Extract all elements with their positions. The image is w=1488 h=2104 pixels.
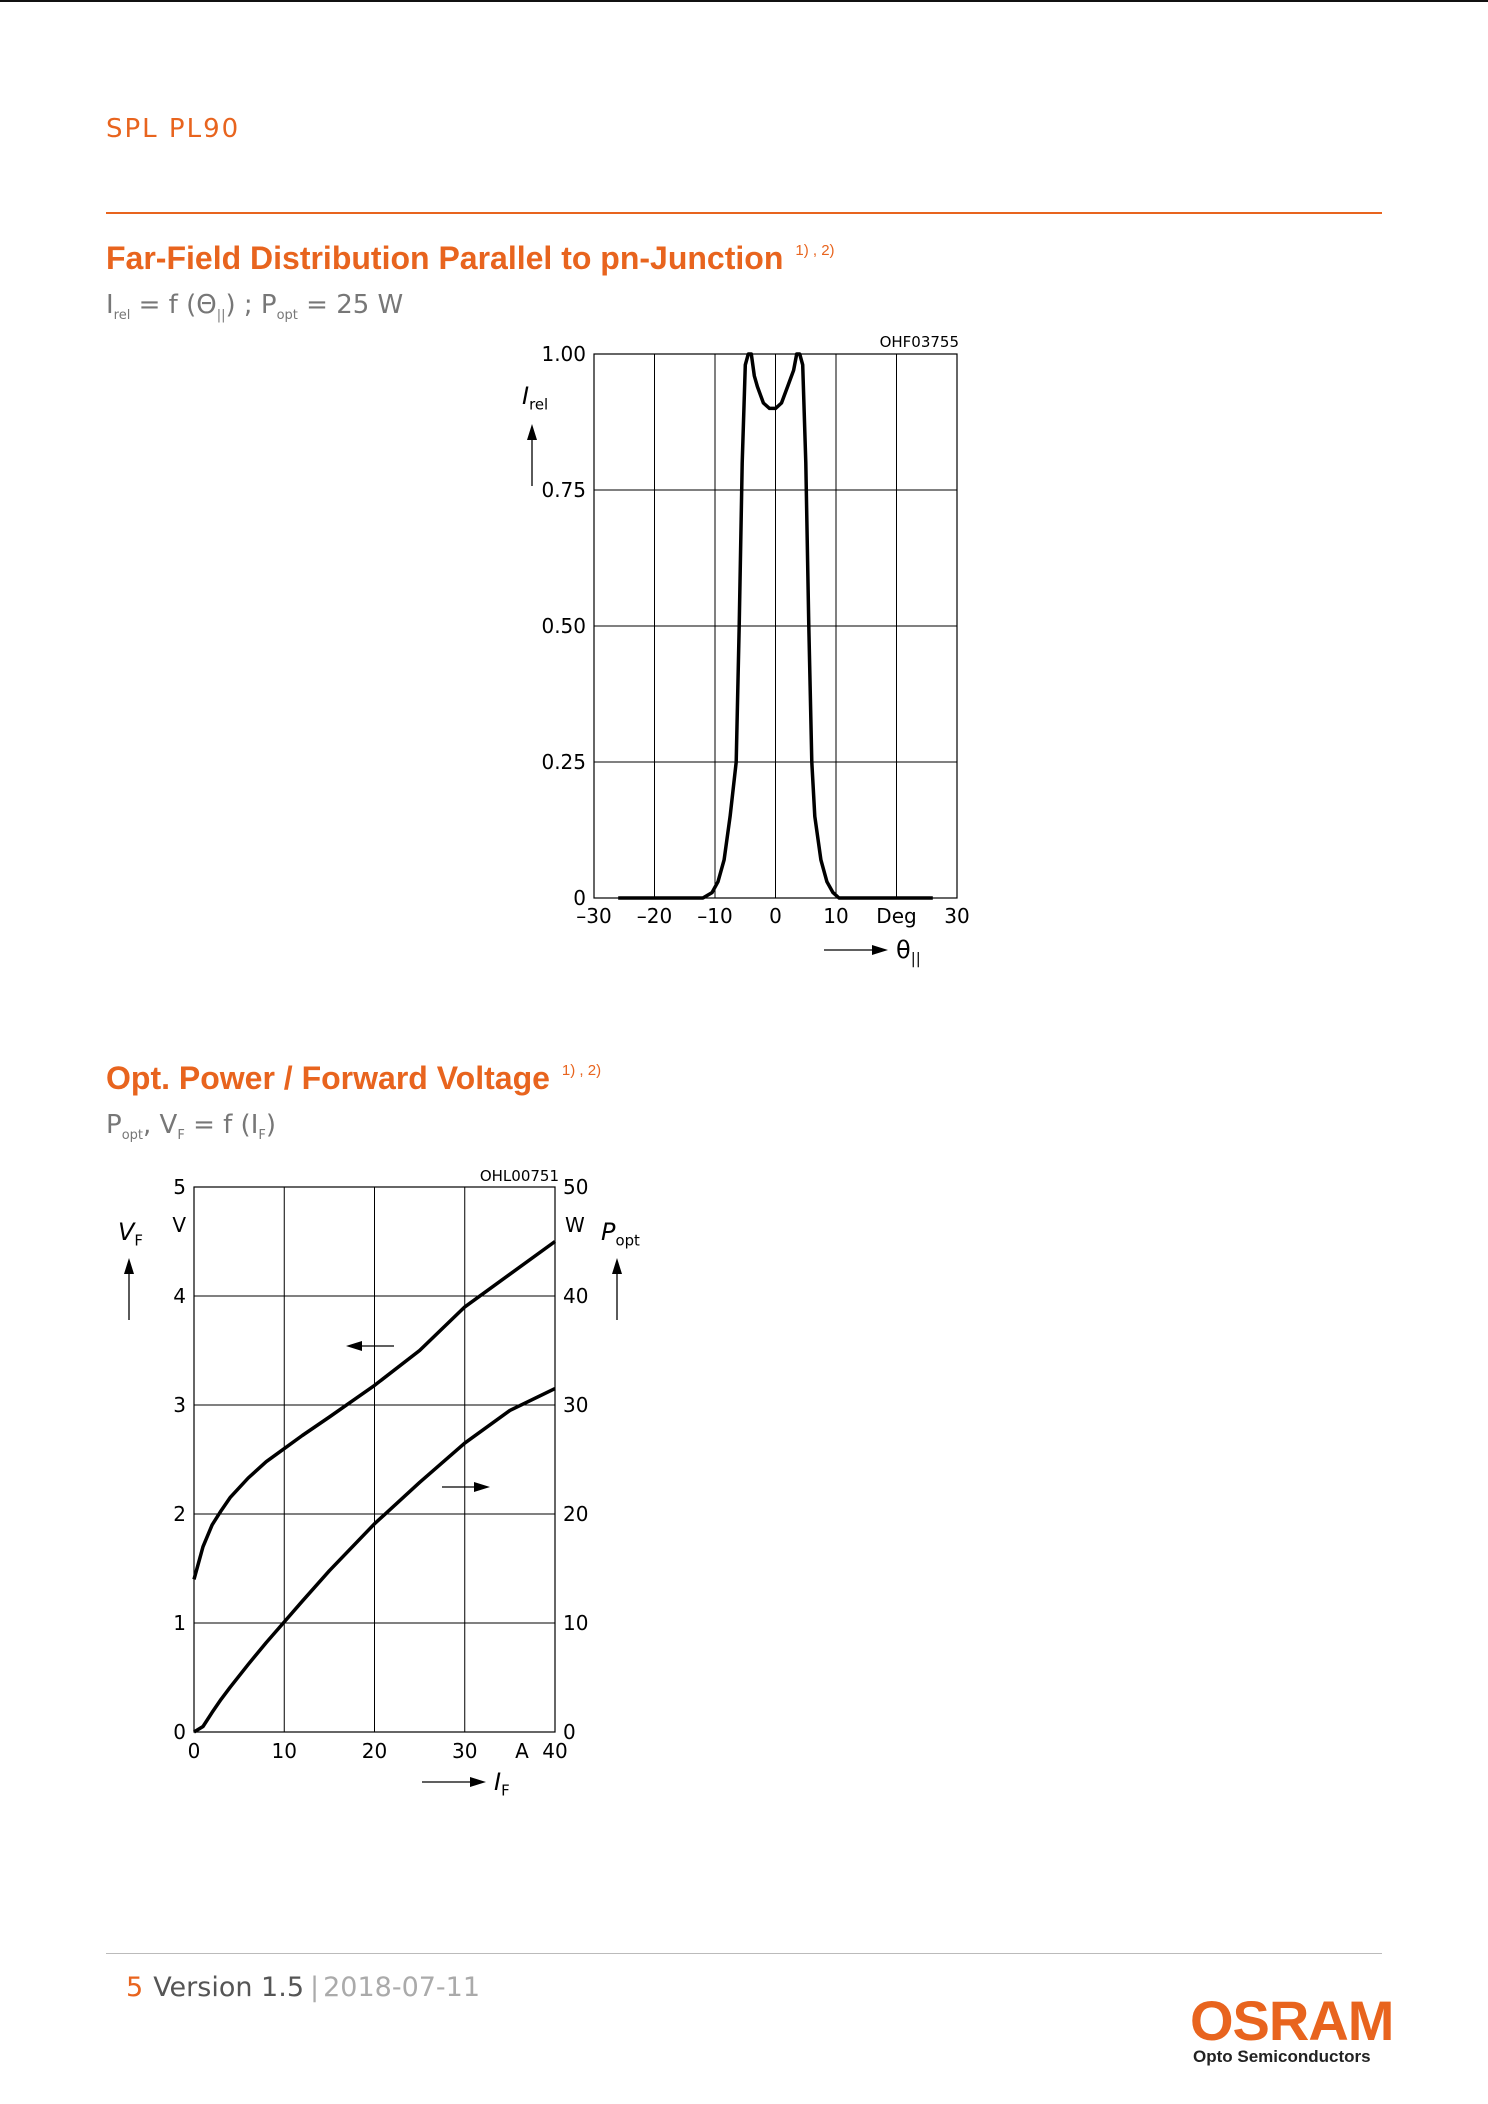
y-tick-label: 0: [573, 886, 586, 910]
version: Version 1.5: [153, 1972, 304, 2003]
footer-separator: |: [310, 1972, 320, 2003]
y-right-tick-label: 40: [563, 1284, 589, 1308]
y-tick-label: 0.50: [541, 614, 586, 638]
x-tick-label: 30: [944, 904, 970, 928]
formula-part: ) ; P: [225, 290, 277, 320]
y-tick-label: 0.75: [541, 478, 586, 502]
formula-sub: F: [258, 1128, 266, 1144]
y-left-tick-label: 0: [173, 1720, 186, 1744]
voltage-curve-indicator-head: [346, 1341, 362, 1351]
y-axis-arrow-head: [527, 424, 537, 440]
footer-divider: [106, 1953, 1382, 1954]
y-right-tick-label: 50: [563, 1175, 589, 1199]
x-tick-label: –20: [636, 904, 673, 928]
document-title: SPL PL90: [106, 114, 241, 144]
y-left-tick-label: 2: [173, 1502, 186, 1526]
release-date: 2018-07-11: [323, 1972, 481, 2003]
section2-formula: [106, 1110, 276, 1143]
section1-footnotes: 1) , 2): [795, 242, 835, 259]
formula-part: ): [265, 1110, 276, 1140]
y-right-tick-label: 0: [563, 1720, 576, 1744]
x-tick-label: 20: [361, 1739, 388, 1763]
x-tick-label: –30: [576, 904, 612, 928]
formula-part: , V: [143, 1110, 178, 1140]
formula-part: P: [106, 1110, 122, 1140]
section2-title: [106, 1060, 601, 1097]
x-unit-label: Deg: [876, 904, 917, 928]
formula-sub: F: [177, 1128, 185, 1144]
x-axis-label: $I_F$: [494, 1768, 510, 1800]
y-right-tick-label: 30: [563, 1393, 589, 1417]
formula-sub: opt: [276, 308, 298, 324]
y-right-unit: W: [565, 1213, 585, 1238]
far-field-chart: [0, 0, 1488, 1000]
y-left-tick-label: 4: [173, 1284, 186, 1308]
y-left-tick-label: 5: [173, 1175, 186, 1199]
page-number: 5: [126, 1972, 144, 2003]
x-tick-label: 0: [769, 904, 782, 928]
x-tick-label: 30: [452, 1739, 478, 1763]
y-left-tick-label: 3: [173, 1393, 186, 1417]
formula-sub: opt: [121, 1128, 143, 1144]
section1-title-text: Far-Field Distribution Parallel to pn-Junction: [106, 240, 784, 276]
x-tick-label: 10: [823, 904, 849, 928]
formula-part: = f (I: [184, 1110, 259, 1140]
chart-code: OHF03755: [879, 333, 959, 351]
y-right-tick-label: 20: [563, 1502, 589, 1526]
logo-subtitle: Opto Semiconductors: [1193, 2047, 1371, 2066]
osram-logo: OSRAM: [1190, 1989, 1394, 2052]
x-tick-label: 10: [271, 1739, 297, 1763]
y-left-tick-label: 1: [173, 1611, 186, 1635]
section2-title-text: Opt. Power / Forward Voltage: [106, 1060, 550, 1096]
formula-sub: ||: [216, 308, 226, 324]
power-curve-indicator-head: [474, 1482, 490, 1492]
section2-footnotes: 1) , 2): [561, 1062, 602, 1079]
y-left-axis-label: $V_F$: [118, 1218, 143, 1250]
x-axis-label: $\theta_{||}$: [896, 936, 921, 968]
y-tick-label: 0.25: [541, 750, 586, 774]
chart-code: OHL00751: [479, 1167, 559, 1185]
y-right-axis-arrow-head: [612, 1258, 622, 1274]
x-axis-arrow-head: [872, 945, 888, 955]
y-right-tick-label: 10: [563, 1611, 589, 1635]
formula-part: I: [106, 290, 114, 320]
y-tick-label: 1.00: [541, 342, 586, 366]
x-unit-label: A: [515, 1739, 529, 1763]
footer: [126, 1972, 480, 2003]
formula-sub: rel: [113, 308, 131, 324]
y-axis-label: $I_{rel}$: [522, 382, 549, 414]
y-left-axis-arrow-head: [124, 1258, 134, 1274]
y-left-unit: V: [172, 1213, 186, 1238]
formula-part: = f (Θ: [130, 290, 217, 320]
y-right-axis-label: $P_{opt}$: [601, 1218, 640, 1250]
formula-part: = 25 W: [297, 290, 404, 320]
x-tick-label: –10: [697, 904, 733, 928]
power-voltage-chart: [0, 1150, 1488, 1830]
x-axis-arrow-head: [470, 1777, 486, 1787]
x-tick-label: 0: [187, 1739, 201, 1763]
x-tick-label: 40: [542, 1739, 568, 1763]
